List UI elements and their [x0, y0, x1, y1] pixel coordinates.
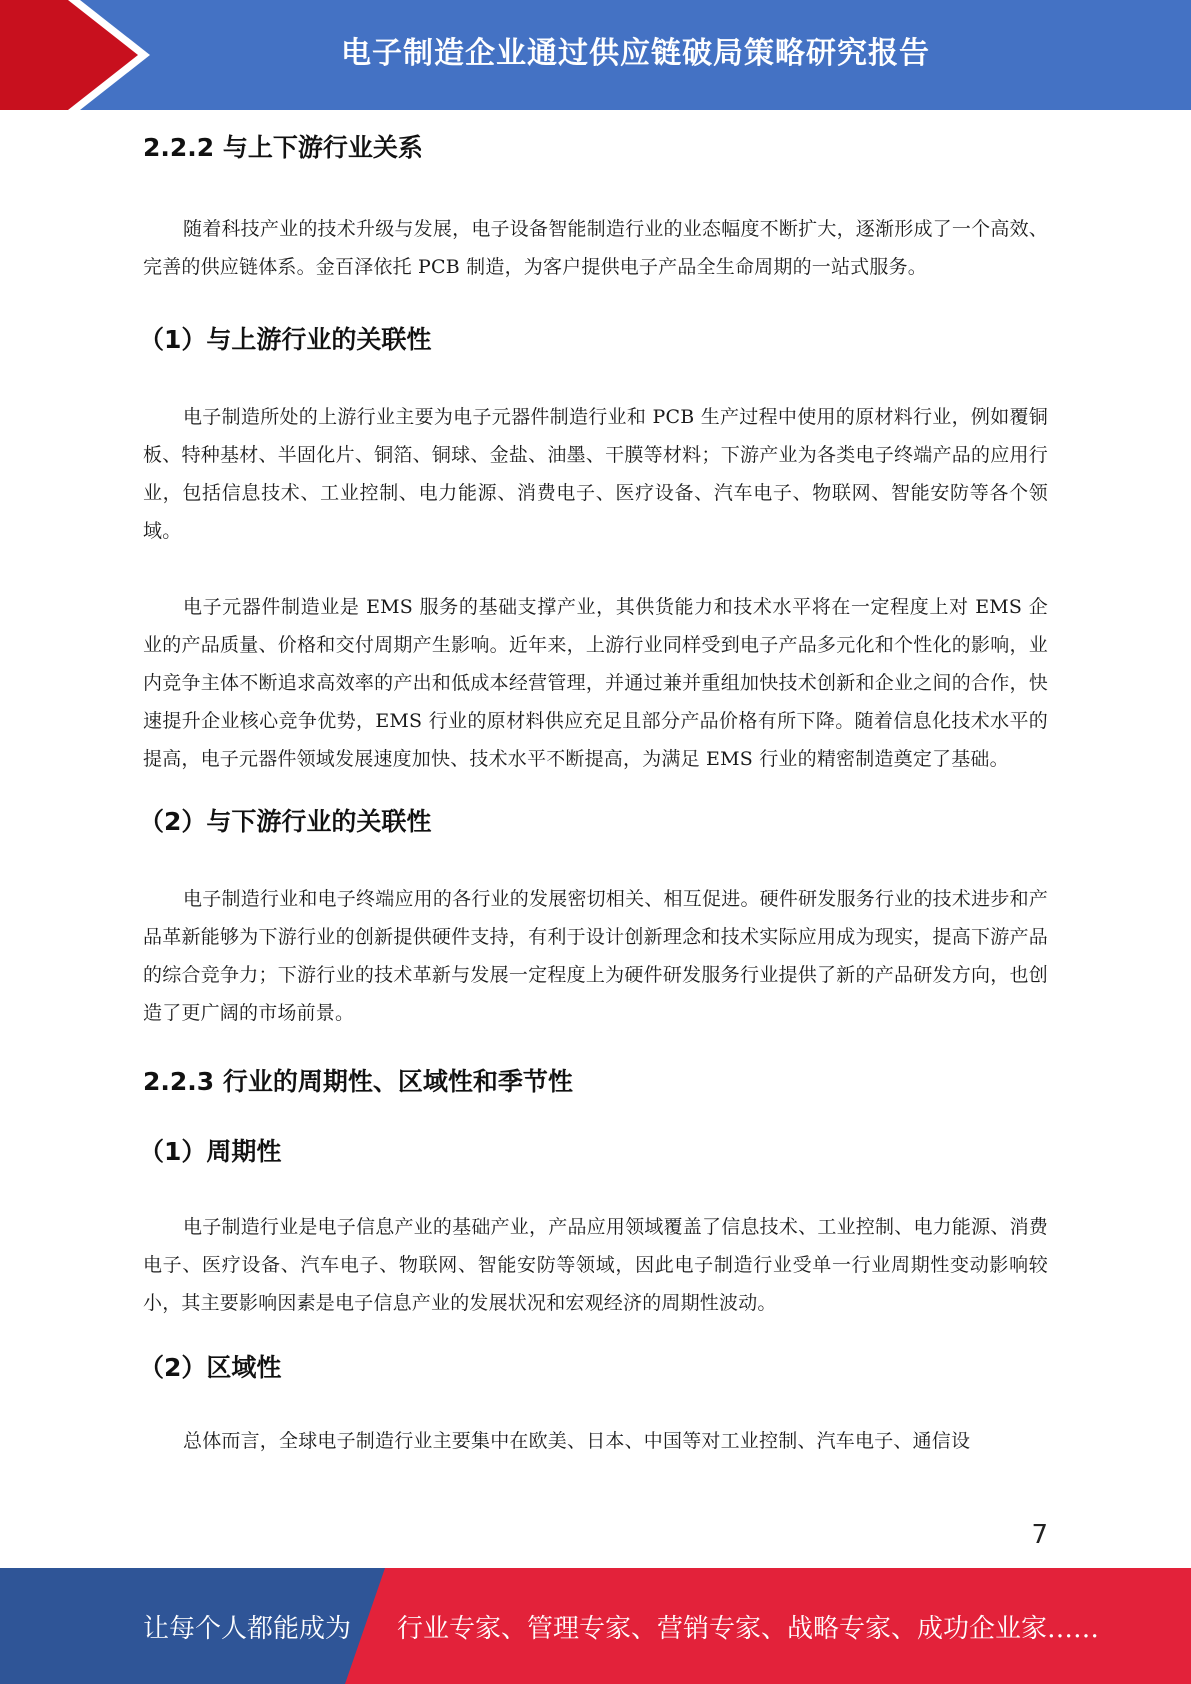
subsection-heading-upstream: （1）与上游行业的关联性 [139, 325, 432, 354]
paragraph: 电子制造行业是电子信息产业的基础产业，产品应用领域覆盖了信息技术、工业控制、电力能源、消费电子、医疗设备、汽车电子、物联网、智能安防等领域，因此电子制造行业受单一行业周期性变动影响较小，其主要影响因素是电子信息产业的发展状况和宏观经济的周期性波动。 [143, 1216, 1048, 1314]
header-chevron-icon [0, 0, 160, 110]
paragraph: 电子元器件制造业是 EMS 服务的基础支撑产业，其供货能力和技术水平将在一定程度上对 EMS 企业的产品质量、价格和交付周期产生影响。近年来，上游行业同样受到电子产品多元化和个性化的影响，业内竞争主体不断追求高效率的产出和低成本经营管理，并通过兼并重组加快技术创新和企业之间的合作，快速提升企业核心竞争优势，EMS 行业的原材料供应充足且部分产品价格有所下降。随着信息化技术水平的提高，电子元器件领域发展速度加快、技术水平不断提高，为满足 EMS 行业的精密制造奠定了基础。 [143, 596, 1048, 770]
paragraph: 总体而言，全球电子制造行业主要集中在欧美、日本、中国等对工业控制、汽车电子、通信设 [183, 1430, 971, 1452]
header-banner [0, 0, 1191, 110]
document-body [139, 128, 1048, 1460]
section-heading-2-2-2: 2.2.2 与上下游行业关系 [143, 133, 423, 162]
footer-slogan-right: 行业专家、管理专家、营销专家、战略专家、成功企业家…… [397, 1613, 1100, 1644]
paragraph: 电子制造所处的上游行业主要为电子元器件制造行业和 PCB 生产过程中使用的原材料行业，例如覆铜板、特种基材、半固化片、铜箔、铜球、金盐、油墨、干膜等材料；下游产业为各类电子终端产品的应用行业，包括信息技术、工业控制、电力能源、消费电子、医疗设备、汽车电子、物联网、智能安防等各个领域。 [143, 406, 1048, 542]
footer-banner [0, 1568, 1191, 1684]
paragraph: 随着科技产业的技术升级与发展，电子设备智能制造行业的业态幅度不断扩大，逐渐形成了一个高效、完善的供应链体系。金百泽依托 PCB 制造，为客户提供电子产品全生命周期的一站式服务。 [143, 218, 1048, 278]
paragraph: 电子制造行业和电子终端应用的各行业的发展密切相关、相互促进。硬件研发服务行业的技术进步和产品革新能够为下游行业的创新提供硬件支持，有利于设计创新理念和技术实际应用成为现实，提高下游产品的综合竞争力；下游行业的技术革新与发展一定程度上为硬件研发服务行业提供了新的产品研发方向，也创造了更广阔的市场前景。 [143, 888, 1048, 1024]
subsection-heading-downstream: （2）与下游行业的关联性 [139, 807, 432, 836]
subsection-heading-cyclical: （1）周期性 [139, 1137, 282, 1166]
subsection-heading-regional: （2）区域性 [139, 1353, 282, 1382]
page-number: 7 [1031, 1520, 1048, 1550]
section-heading-2-2-3: 2.2.3 行业的周期性、区域性和季节性 [143, 1067, 573, 1096]
footer-slogan-left: 让每个人都能成为 [143, 1613, 352, 1644]
report-title: 电子制造企业通过供应链破局策略研究报告 [341, 36, 930, 71]
